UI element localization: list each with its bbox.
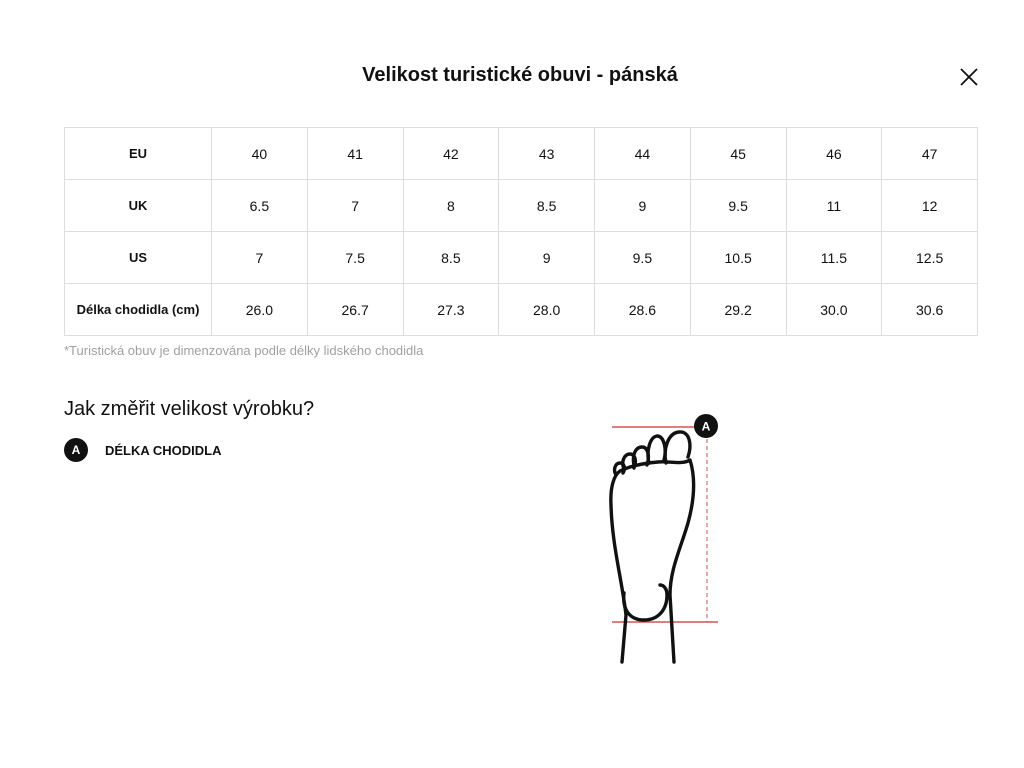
table-cell: 45	[690, 128, 786, 180]
table-row-uk	[65, 180, 978, 232]
table-cell: 12	[882, 180, 978, 232]
table-cell: 29.2	[690, 284, 786, 336]
close-icon[interactable]	[956, 64, 982, 90]
sizing-note: *Turistická obuv je dimenzována podle délky lidského chodidla	[64, 343, 424, 358]
table-cell: 30.6	[882, 284, 978, 336]
table-cell: 30.0	[786, 284, 882, 336]
table-cell: 46	[786, 128, 882, 180]
row-header-eu: EU	[65, 128, 212, 180]
table-cell: 9	[595, 180, 691, 232]
table-cell: 10.5	[690, 232, 786, 284]
table-row-eu	[65, 128, 978, 180]
table-cell: 47	[882, 128, 978, 180]
table-cell: 9.5	[690, 180, 786, 232]
table-cell: 43	[499, 128, 595, 180]
legend-label: DÉLKA CHODIDLA	[105, 442, 222, 458]
table-cell: 27.3	[403, 284, 499, 336]
table-cell: 7	[212, 232, 308, 284]
table-cell: 40	[212, 128, 308, 180]
table-cell: 11.5	[786, 232, 882, 284]
row-header-uk: UK	[65, 180, 212, 232]
table-cell: 8	[403, 180, 499, 232]
measure-legend-item	[64, 438, 222, 462]
row-header-us: US	[65, 232, 212, 284]
table-row-foot-length	[65, 284, 978, 336]
table-cell: 26.0	[212, 284, 308, 336]
table-cell: 6.5	[212, 180, 308, 232]
table-cell: 8.5	[403, 232, 499, 284]
marker-a-label: A	[701, 419, 711, 434]
table-cell: 12.5	[882, 232, 978, 284]
table-cell: 7	[307, 180, 403, 232]
table-cell: 42	[403, 128, 499, 180]
foot-outline-icon	[611, 432, 694, 662]
table-cell: 28.0	[499, 284, 595, 336]
measure-title: Jak změřit velikost výrobku?	[64, 398, 315, 420]
table-cell: 26.7	[307, 284, 403, 336]
table-cell: 41	[307, 128, 403, 180]
foot-diagram	[600, 405, 730, 670]
legend-badge: A	[64, 438, 88, 462]
table-cell: 28.6	[595, 284, 691, 336]
table-cell: 8.5	[499, 180, 595, 232]
table-cell: 11	[786, 180, 882, 232]
table-row-us	[65, 232, 978, 284]
size-table	[64, 127, 978, 336]
table-cell: 7.5	[307, 232, 403, 284]
table-cell: 9	[499, 232, 595, 284]
modal-title: Velikost turistické obuvi - pánská	[362, 64, 678, 86]
row-header-foot-length: Délka chodidla (cm)	[65, 284, 212, 336]
table-cell: 44	[595, 128, 691, 180]
table-cell: 9.5	[595, 232, 691, 284]
